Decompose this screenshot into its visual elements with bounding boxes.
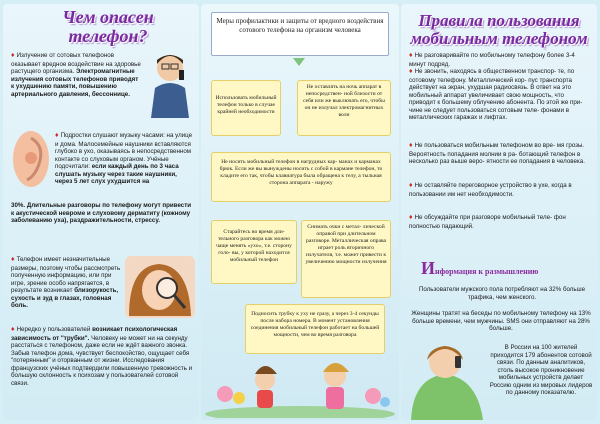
rule-4: ♦ Не оставляйте переговорное устройство в ухе, когда в пользовании им нет необходимости. xyxy=(409,182,572,198)
left-para-1: ♦ Излучение от сотовых телефонов оказывает вредное воздействие на здоровье растущего организма. Электромагнитные излучения сотовых телефонов приводят к ухудшению памяти, повышению артериального давления, бессоннице. xyxy=(11,52,141,98)
middle-panel xyxy=(201,4,399,420)
info-1: Пользователи мужского пола потребляют на 32% больше трафика, чем женского. xyxy=(418,286,586,301)
tip-box-5: Снимать очки с метал- лической оправой при длительном разговоре. Металлическая оправа играет роль вторичного излучателя, т.е. может привести к увеличению мощности излучения xyxy=(301,220,391,298)
rule-5: ♦ Не обсуждайте при разговоре мобильный теле- фон полностью падающий. xyxy=(409,214,566,230)
tip-box-6: Подносить трубку к уху не сразу, а через 3-4 секунды после набора номера. В момент установления соединения мобильный телефон работает на большей мощности, чем во время разговора xyxy=(245,304,385,354)
bullet-icon: ♦ xyxy=(11,52,15,59)
rule-1: ♦ Не разговаривайте по мобильному телефону более 3-4 минут подряд. xyxy=(409,52,575,68)
bullet-icon: ♦ xyxy=(409,52,413,59)
right-panel xyxy=(401,4,597,420)
bullet-icon: ♦ xyxy=(11,256,15,263)
info-3: В России на 100 жителей приходится 179 абонентов сотовой связи. По данным аналитиков, столь высокое проникновение мобильных устройств делает Россию одним из мировых лидеров по данному показателю. xyxy=(489,344,593,397)
children-illustration xyxy=(205,336,395,418)
left-panel xyxy=(3,4,199,420)
tip-box-2: Не оставлять на ночь аппарат в непосредствен- ной близости от себя или же выключать его, чтобы он не излучал электромагнитных волн xyxy=(297,80,391,136)
tip-box-4: Старайтесь во время дли- тельного разговора как можно чаще менять «ухо», т.е. сторону голо- вы, у которой находится мобильный телефон xyxy=(211,220,297,284)
bullet-icon: ♦ xyxy=(409,142,413,149)
left-para-4: ♦ Нередко у пользователей возникает психологическая зависимость от "трубки". Человеку не может ни на секунду расстаться с телефоном, даже если не ждёт важного звонка. Забыв телефон дома, чувствует беспокойство, ощущает себя "потерянным" и оторванным от жизни. Исследования французских учёных подтвердили повышенную тревожность и большую склонность к психозам у пользователей сотовой связи. xyxy=(11,326,193,387)
info-heading: Информация к размышлению xyxy=(421,258,539,278)
tip-box-3: Не носить мобильный телефон в нагрудных кар- манах и карманах брюк. Если же вы вынуждены носить с собой в кармане телефон, то кладите его так, чтобы клавиатура была обращена к телу, а тыльная сторона аппарата - наружу xyxy=(211,152,391,202)
woman-on-phone-illustration xyxy=(405,338,489,420)
arrow-down-icon xyxy=(293,58,305,66)
info-2: Женщины тратят на беседы по мобильному телефону на 13% больше времени, чем мужчины. SMS они отправляют на 28% больше. xyxy=(411,310,591,333)
rule-3: ♦ Не пользоваться мобильным телефоном во вре- мя грозы. Вероятность попадания молнии в ра- ботающий телефон в несколько раз выше веро- ятности ее попадания в человека. xyxy=(409,142,585,166)
middle-header: Меры профилактики и защиты от вредного воздействия сотового телефона на организм человека xyxy=(211,12,389,56)
right-title: Правила пользования мобильным телефоном xyxy=(410,11,588,48)
bullet-icon: ♦ xyxy=(409,182,413,189)
left-title: Чем опасен телефон? xyxy=(62,7,154,46)
bullet-icon: ♦ xyxy=(11,326,15,333)
tip-box-1: Использовать мобильный телефон только в случае крайней необходимости xyxy=(211,80,281,136)
left-para-3: ♦ Телефон имеет незначительные размеры, поэтому чтобы рассмотреть полученную информацию, или при игре, зрение особо напрягается, в результате возникает близорукость, сухость и зуд в глазах, головная боль. xyxy=(11,256,121,310)
bullet-icon: ♦ xyxy=(409,214,413,221)
rule-2: ♦ Не звонить, находясь в общественном транспор- те, по сотовому телефону. Металлический кор- пус транспорта действует на экран, ухудшая радиосвязь. В ответ на это мобильный аппарат увеличивает свою мощность, что приводит к большему облучению абонента. По этой же при- чине не следует пользоваться сотовым теле- фонами в металлических гаражах и лифтах. xyxy=(409,68,583,122)
bullet-icon: ♦ xyxy=(55,132,59,139)
left-para-2: ♦ Подростки слушают музыку часами: на улице и дома. Малосемейные наушники вставляются глубоко в ухо, оказываясь в непосредственном контакте со слуховым органом. Учёные подсчитали: если каждый день по 3 часа слушать музыку через такие наушники, через 5 лет слух ухудшится на xyxy=(55,132,193,186)
girl-magnifier-illustration xyxy=(125,256,195,318)
ear-illustration xyxy=(9,128,53,190)
man-on-phone-illustration xyxy=(143,48,197,120)
left-para-2-cont: 30%. Длительные разговоры по телефону могут привести к акустической невроме и слуховому дерматиту (кожному заболеванию уха), раздражительности, стрессу. xyxy=(11,202,192,225)
bullet-icon: ♦ xyxy=(409,68,413,75)
